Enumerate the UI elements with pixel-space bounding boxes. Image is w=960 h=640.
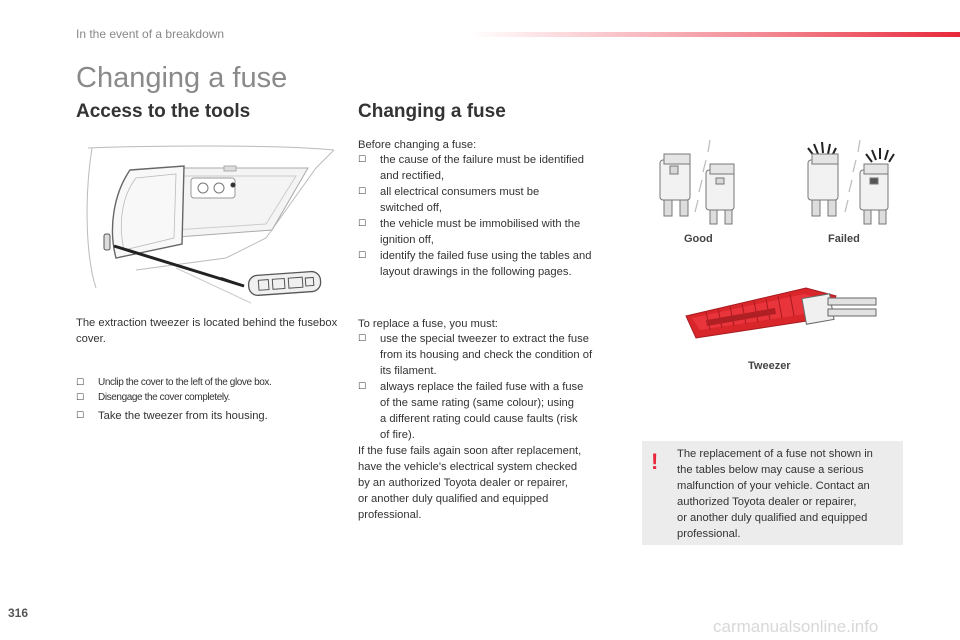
intro-text: The extraction tweezer is located behind the fusebox cover. bbox=[76, 317, 338, 345]
tweezer-illustration bbox=[676, 278, 882, 350]
failed-fuse-illustration bbox=[800, 136, 900, 228]
tweezer-label: Tweezer bbox=[748, 360, 791, 372]
checkbox-bullet-icon: ☐ bbox=[76, 411, 85, 421]
header-accent-bar bbox=[470, 32, 960, 37]
breadcrumb: In the event of a breakdown bbox=[76, 27, 225, 41]
step-item: ☐ Disengage the cover completely. bbox=[76, 392, 230, 403]
checkbox-bullet-icon: ☐ bbox=[76, 378, 84, 388]
section-heading-changing-fuse: Changing a fuse bbox=[358, 101, 506, 122]
step-item: ☐ Unclip the cover to the left of the glove box. bbox=[76, 377, 272, 388]
failed-fuse-label: Failed bbox=[828, 233, 860, 245]
section-heading-access-tools: Access to the tools bbox=[76, 101, 251, 122]
fusebox-illustration bbox=[76, 138, 338, 310]
step-item: ☐ Take the tweezer from its housing. bbox=[76, 410, 268, 422]
before-item: ☐ all electrical consumers must be switched off, bbox=[358, 186, 540, 214]
checkbox-bullet-icon: ☐ bbox=[358, 334, 367, 344]
watermark: carmanualsonline.info bbox=[713, 617, 879, 636]
warning-box bbox=[642, 441, 903, 545]
before-item: ☐ identify the failed fuse using the tables and layout drawings in the following pages. bbox=[358, 250, 592, 278]
before-intro: Before changing a fuse: bbox=[358, 139, 477, 151]
warning-text: The replacement of a fuse not shown in the tables below may cause a serious malfunction of your vehicle. Contact an authorized Toyota dealer or repairer, or another duly qualified and equipped professional. bbox=[677, 448, 873, 540]
before-item: ☐ the vehicle must be immobilised with the ignition off, bbox=[358, 218, 581, 246]
good-fuse-illustration bbox=[652, 136, 752, 228]
before-item: ☐ the cause of the failure must be identified and rectified, bbox=[358, 154, 584, 182]
page-title: Changing a fuse bbox=[76, 62, 288, 94]
page-number: 316 bbox=[8, 606, 29, 620]
replace-item: ☐ use the special tweezer to extract the fuse from its housing and check the condition of its filament. bbox=[358, 333, 593, 377]
replace-intro: To replace a fuse, you must: bbox=[358, 318, 498, 330]
checkbox-bullet-icon: ☐ bbox=[76, 393, 84, 403]
checkbox-bullet-icon: ☐ bbox=[358, 382, 367, 392]
checkbox-bullet-icon: ☐ bbox=[358, 251, 367, 261]
good-fuse-label: Good bbox=[684, 233, 713, 245]
closing-text: If the fuse fails again soon after replacement, have the vehicle's electrical system checked by an authorized Toyota dealer or repairer, or another duly qualified and equipped professional. bbox=[358, 445, 582, 521]
checkbox-bullet-icon: ☐ bbox=[358, 155, 367, 165]
checkbox-bullet-icon: ☐ bbox=[358, 187, 367, 197]
replace-item: ☐ always replace the failed fuse with a fuse of the same rating (same colour); using a different rating could cause faults (risk of fire). bbox=[358, 381, 584, 441]
checkbox-bullet-icon: ☐ bbox=[358, 219, 367, 229]
warning-icon: ! bbox=[651, 449, 659, 474]
